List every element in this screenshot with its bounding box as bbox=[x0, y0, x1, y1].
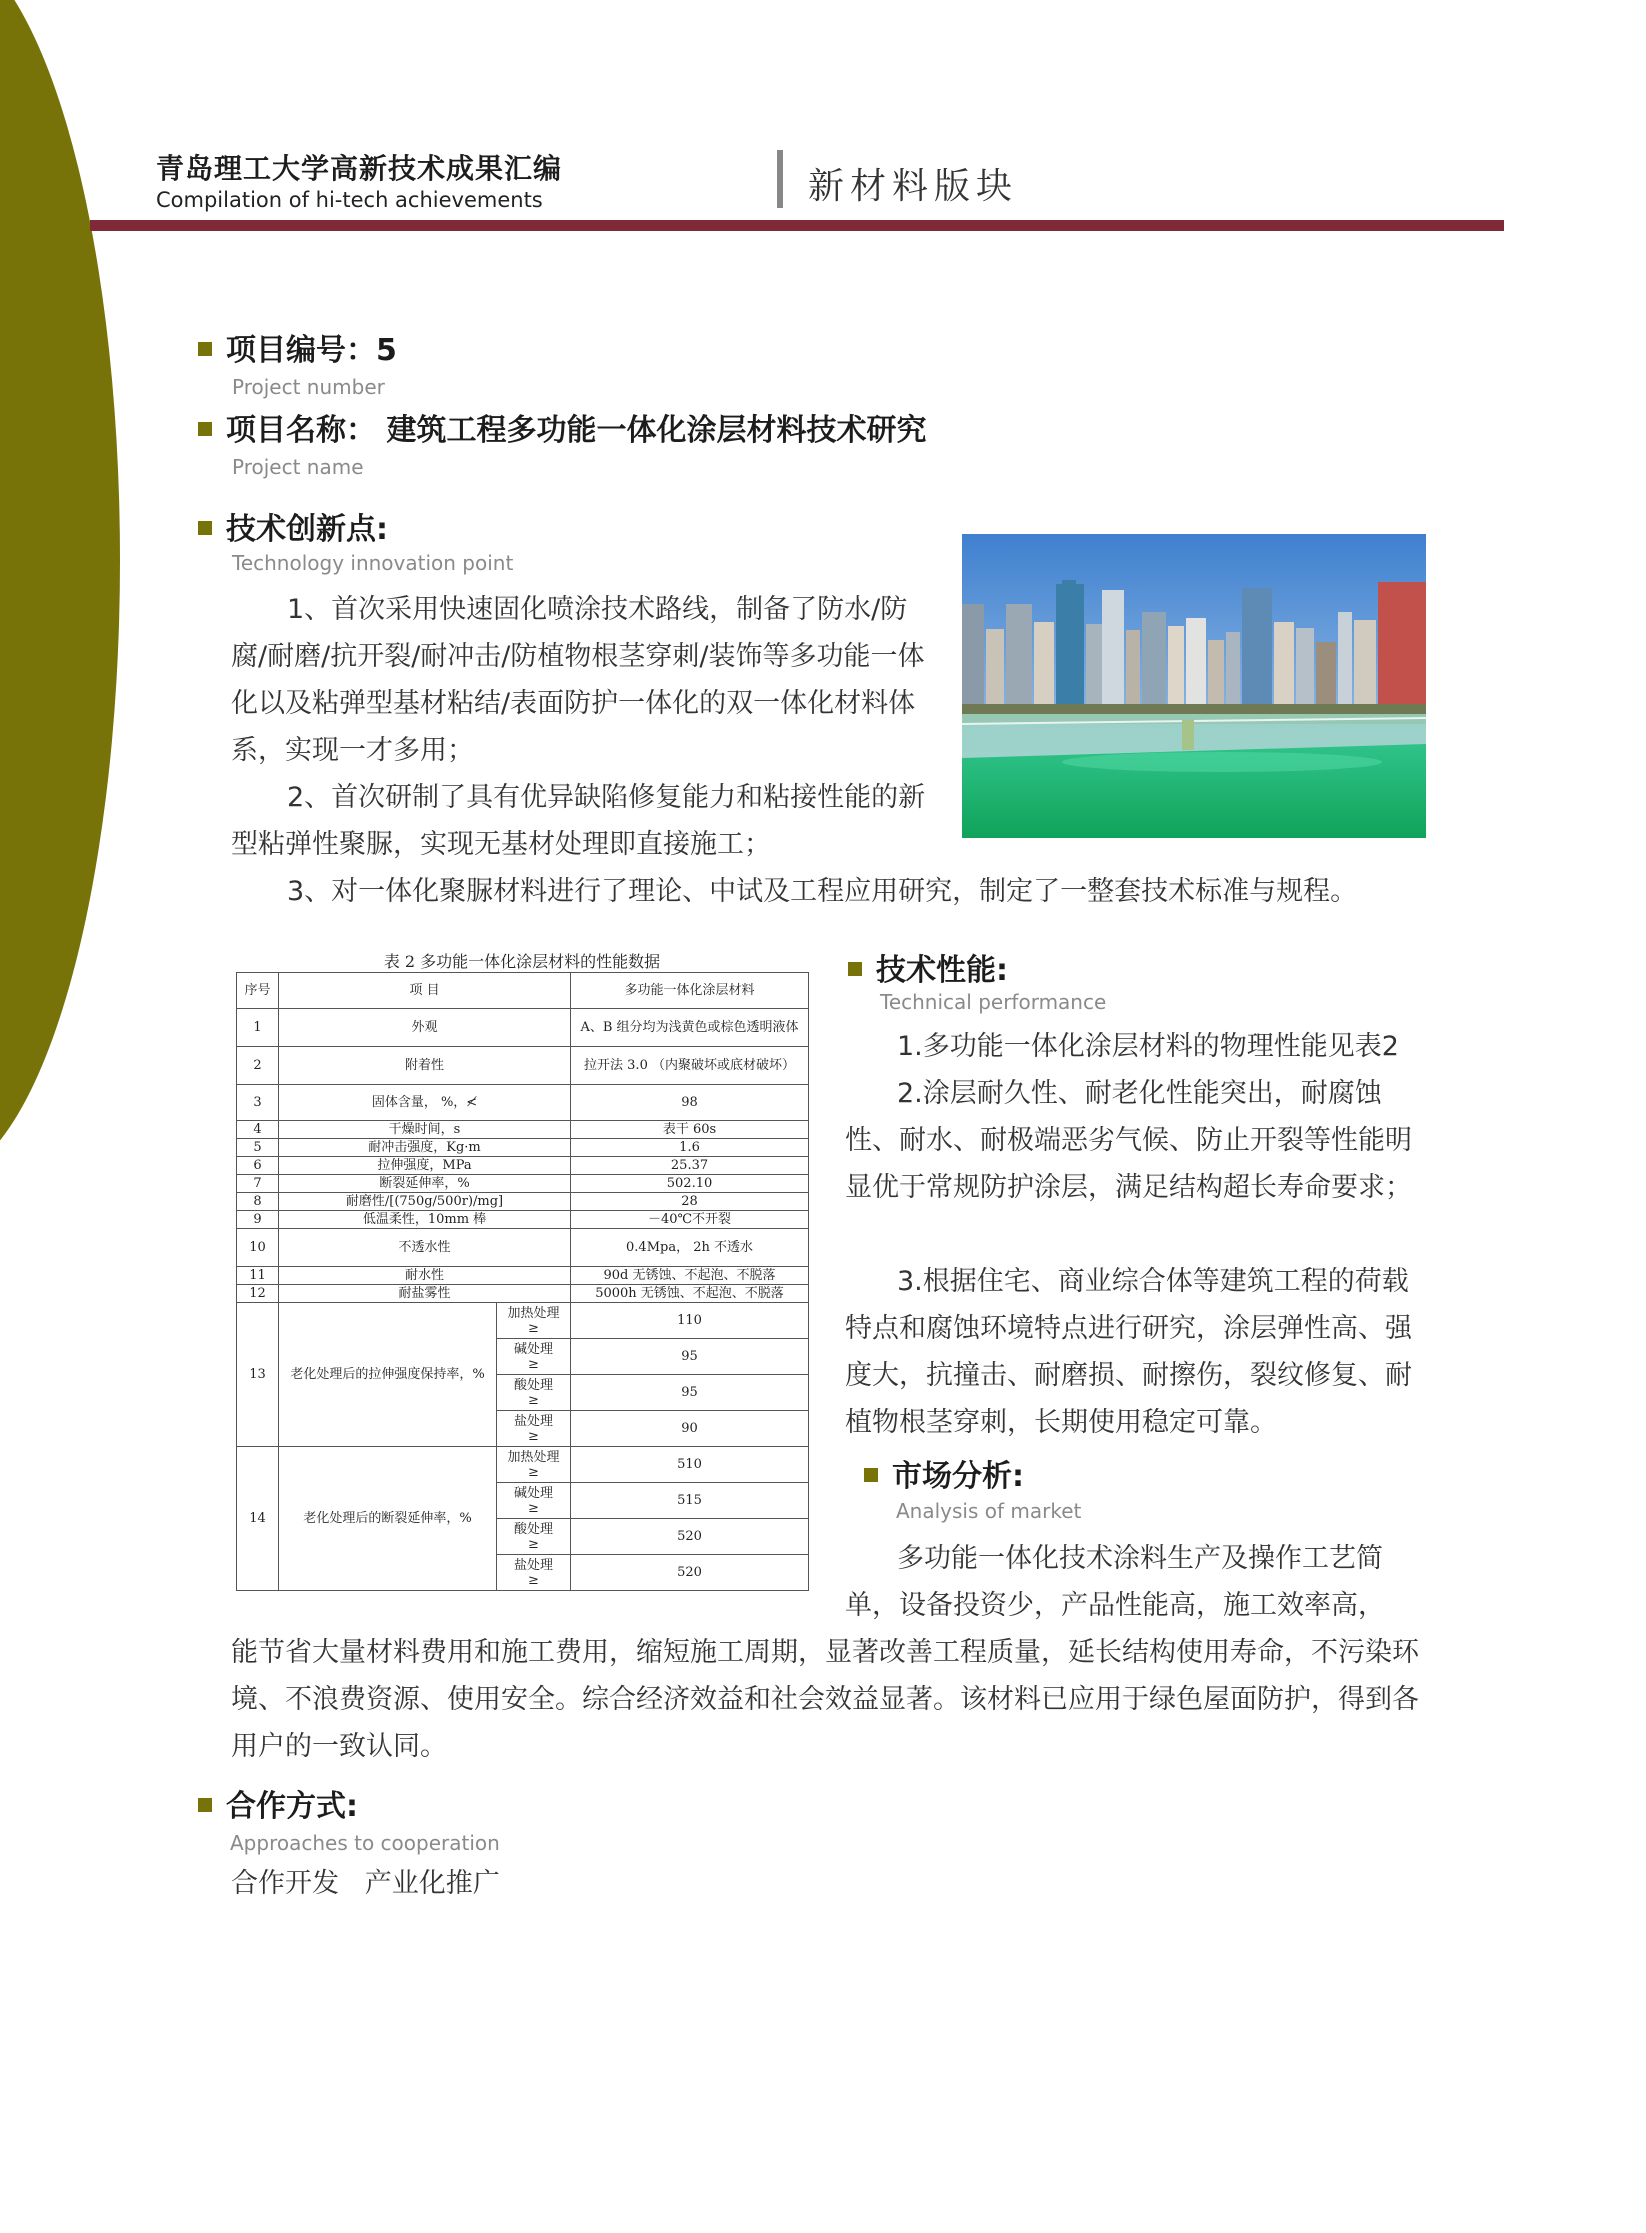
innovation-heading bbox=[198, 512, 388, 548]
header-title-en: Compilation of hi-tech achievements bbox=[156, 188, 543, 212]
market-para-bottom: 能节省大量材料费用和施工费用，缩短施工周期，显著改善工程质量，延长结构使用寿命，不污染环境、不浪费资源、使用安全。综合经济效益和社会效益显著。该材料已应用于绿色屋面防护，得到各用户的一致认同。 bbox=[231, 1637, 1419, 1762]
square-bullet-icon bbox=[864, 1468, 878, 1482]
square-bullet-icon bbox=[848, 962, 862, 976]
table-row: 8 耐磨性/[(750g/500r)/mg] 28 bbox=[237, 1193, 809, 1211]
header-title-cn: 青岛理工大学高新技术成果汇编 bbox=[156, 152, 563, 185]
table-row: 11 耐水性 90d 无锈蚀、不起泡、不脱落 bbox=[237, 1267, 809, 1285]
page-header bbox=[156, 152, 562, 214]
square-bullet-icon bbox=[198, 1798, 212, 1812]
market-en: Analysis of market bbox=[896, 1499, 1082, 1523]
table-row: 2 附着性 拉开法 3.0 （内聚破坏或底材破坏） bbox=[237, 1047, 809, 1085]
header-separator bbox=[777, 150, 783, 208]
table-row: 盐处理 ≥ 90 bbox=[237, 1411, 809, 1447]
cooperation-heading bbox=[198, 1789, 358, 1825]
performance-heading bbox=[848, 953, 1008, 989]
market-para-top: 多功能一体化技术涂料生产及操作工艺简单，设备投资少，产品性能高，施工效率高， bbox=[845, 1543, 1385, 1621]
performance-title: 技术性能: bbox=[876, 953, 1008, 988]
market-title: 市场分析: bbox=[892, 1459, 1024, 1494]
table-row: 酸处理 ≥ 95 bbox=[237, 1375, 809, 1411]
table-row: 酸处理 ≥ 520 bbox=[237, 1519, 809, 1555]
performance-table bbox=[236, 972, 809, 1591]
project-number-heading bbox=[198, 333, 397, 369]
header-rule bbox=[90, 220, 1504, 231]
innovation-para-3: 3、对一体化聚脲材料进行了理论、中试及工程应用研究，制定了一整套技术标准与规程。 bbox=[287, 876, 1358, 907]
cooperation-text: 合作开发 产业化推广 bbox=[231, 1868, 500, 1899]
project-number-text: 项目编号：5 bbox=[226, 333, 397, 368]
table-row: 9 低温柔性，10mm 棒 －40℃不开裂 bbox=[237, 1211, 809, 1229]
project-name-text: 项目名称： 建筑工程多功能一体化涂层材料技术研究 bbox=[226, 413, 927, 448]
table-row: 5 耐冲击强度，Kg·m 1.6 bbox=[237, 1139, 809, 1157]
header-no: 序号 bbox=[237, 973, 279, 1009]
table-row: 3 固体含量， %，≮ 98 bbox=[237, 1085, 809, 1121]
innovation-en: Technology innovation point bbox=[232, 551, 514, 575]
table-row: 14 老化处理后的断裂延伸率，% 加热处理 ≥ 510 bbox=[237, 1447, 809, 1483]
table-row: 碱处理 ≥ 515 bbox=[237, 1483, 809, 1519]
innovation-para-1: 1、首次采用快速固化喷涂技术路线，制备了防水/防腐/耐磨/抗开裂/耐冲击/防植物根茎穿刺/装饰等多功能一体化以及粘弹型基材粘结/表面防护一体化的双一体化材料体系，实现一才多用； bbox=[231, 594, 925, 766]
table-row: 7 断裂延伸率，% 502.10 bbox=[237, 1175, 809, 1193]
table-row: 13 老化处理后的拉伸强度保持率，% 加热处理 ≥ 110 bbox=[237, 1303, 809, 1339]
header-value: 多功能一体化涂层材料 bbox=[571, 973, 809, 1009]
performance-para-3: 3.根据住宅、商业综合体等建筑工程的荷载特点和腐蚀环境特点进行研究，涂层弹性高、强度大，抗撞击、耐磨损、耐擦伤，裂纹修复、耐植物根茎穿刺，长期使用稳定可靠。 bbox=[845, 1266, 1412, 1438]
table-row: 1 外观 A、B 组分均为浅黄色或棕色透明液体 bbox=[237, 1009, 809, 1047]
performance-para-2: 2.涂层耐久性、耐老化性能突出，耐腐蚀性、耐水、耐极端恶劣气候、防止开裂等性能明显优于常规防护涂层，满足结构超长寿命要求； bbox=[845, 1078, 1412, 1203]
header-item: 项 目 bbox=[279, 973, 571, 1009]
table-caption: 表 2 多功能一体化涂层材料的性能数据 bbox=[383, 952, 661, 971]
square-bullet-icon bbox=[198, 521, 212, 535]
performance-en: Technical performance bbox=[880, 990, 1107, 1014]
performance-para-1: 1.多功能一体化涂层材料的物理性能见表2 bbox=[897, 1031, 1399, 1062]
project-number-en: Project number bbox=[232, 375, 385, 399]
table-row: 4 干燥时间，s 表干 60s bbox=[237, 1121, 809, 1139]
table-row: 6 拉伸强度，MPa 25.37 bbox=[237, 1157, 809, 1175]
square-bullet-icon bbox=[198, 342, 212, 356]
cooperation-en: Approaches to cooperation bbox=[230, 1831, 500, 1855]
table-row: 碱处理 ≥ 95 bbox=[237, 1339, 809, 1375]
cooperation-title: 合作方式: bbox=[226, 1789, 358, 1824]
market-heading bbox=[864, 1459, 1024, 1495]
project-name-heading bbox=[198, 413, 926, 449]
table-row: 盐处理 ≥ 520 bbox=[237, 1555, 809, 1591]
table-row: 12 耐盐雾性 5000h 无锈蚀、不起泡、不脱落 bbox=[237, 1285, 809, 1303]
innovation-title: 技术创新点: bbox=[226, 512, 388, 547]
section-label: 新材料版块 bbox=[808, 166, 1019, 207]
table-header-row bbox=[237, 973, 809, 1009]
project-name-en: Project name bbox=[232, 455, 364, 479]
table-row: 10 不透水性 0.4Mpa， 2h 不透水 bbox=[237, 1229, 809, 1267]
building-rooftop-photo bbox=[962, 534, 1426, 838]
square-bullet-icon bbox=[198, 422, 212, 436]
decorative-arc bbox=[0, 0, 120, 1180]
innovation-para-2: 2、首次研制了具有优异缺陷修复能力和粘接性能的新型粘弹性聚脲，实现无基材处理即直接施工； bbox=[231, 782, 926, 860]
